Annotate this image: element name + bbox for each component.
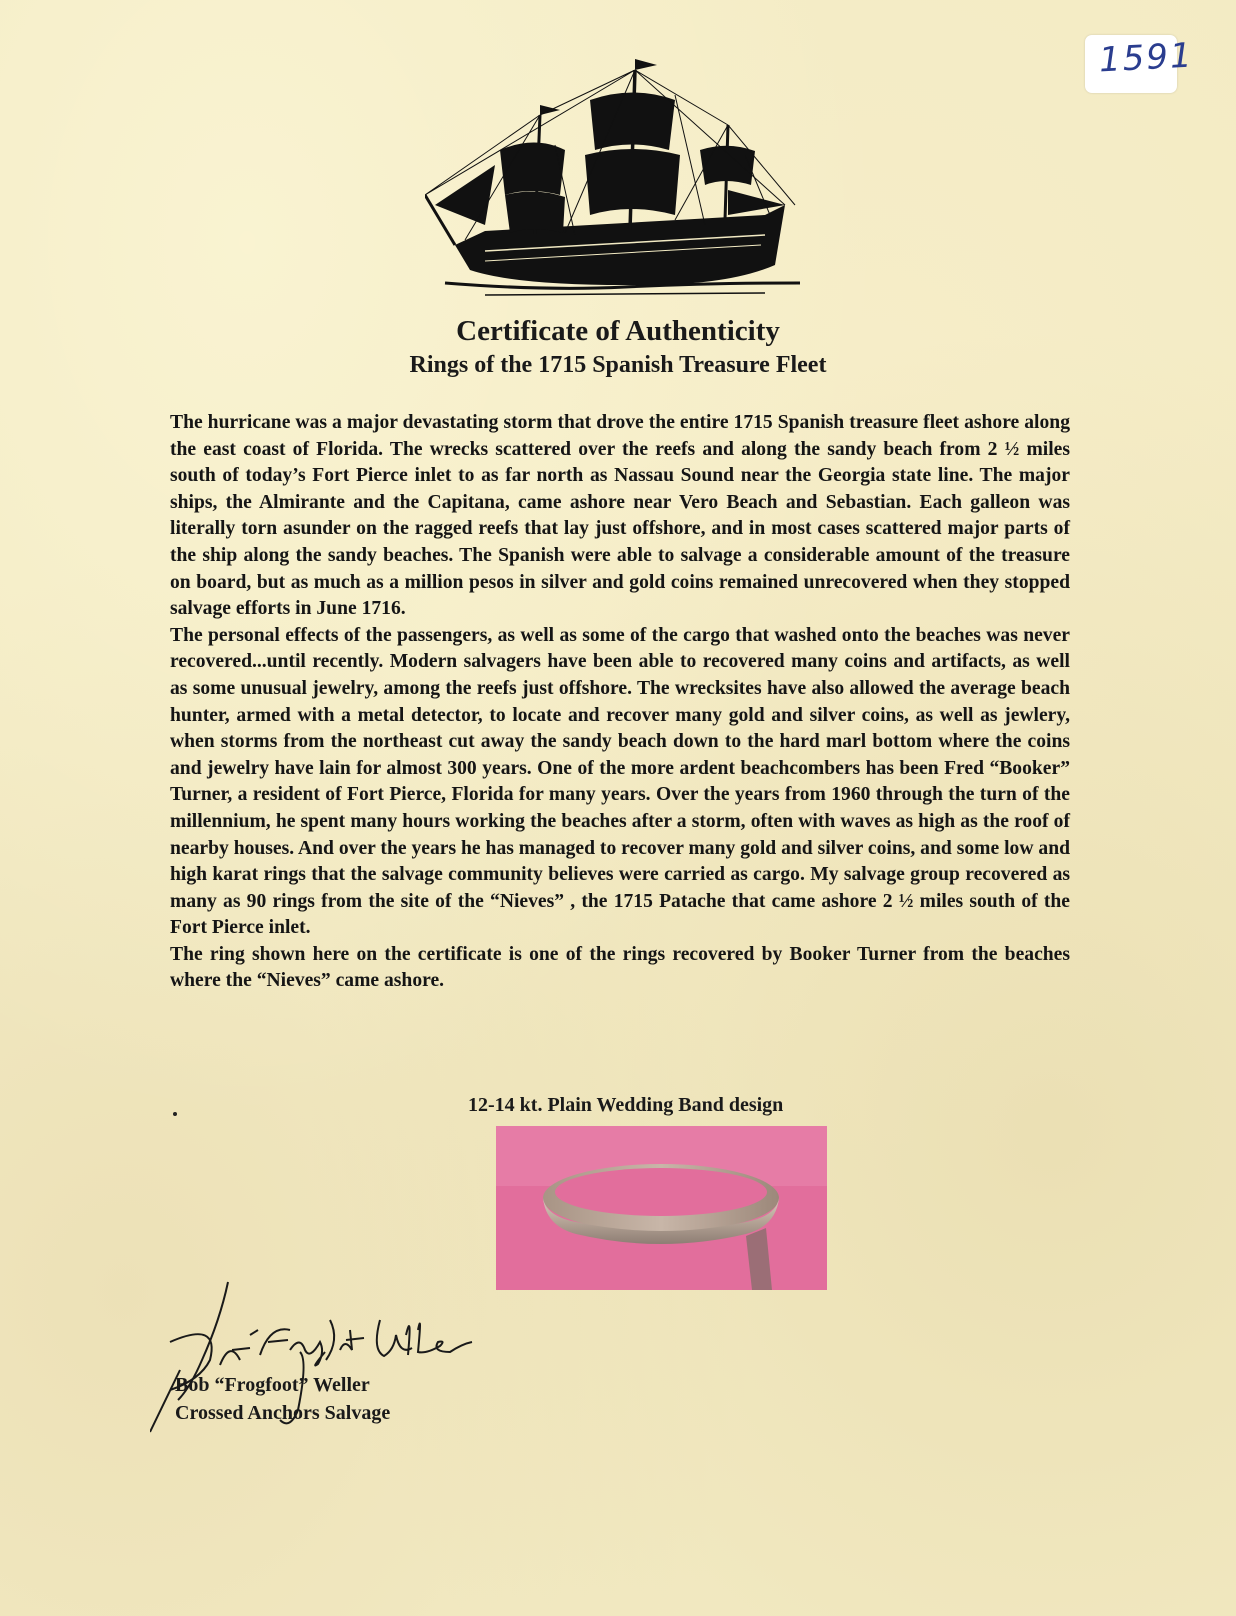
galleon-ship-illustration <box>425 55 820 310</box>
ring-caption: 12-14 kt. Plain Wedding Band design <box>468 1094 784 1116</box>
body-paragraph: The ring shown here on the certificate is one of the rings recovered by Booker Turner from the beaches where the “Nieves” came ashore. <box>170 943 1070 992</box>
signer-name: Bob “Frogfoot” Weller <box>175 1374 370 1396</box>
stray-dot <box>173 1112 177 1116</box>
certificate-subtitle: Rings of the 1715 Spanish Treasure Fleet <box>409 352 827 378</box>
document-number: 1591 <box>1098 35 1195 81</box>
certificate-title: Certificate of Authenticity <box>456 315 780 347</box>
certificate-body <box>170 410 1070 995</box>
signer-company: Crossed Anchors Salvage <box>175 1402 391 1424</box>
body-paragraph: The hurricane was a major devastating storm that drove the entire 1715 Spanish treasure fleet ashore along the east coast of Florida. The wrecks scattered over the reefs and along the sandy beach from 2 ½ miles south of today’s Fort Pierce inlet to as far north as Nassau Sound near the Georgia state line. The major ships, the Almirante and the Capitana, came ashore near Vero Beach and Sebastian. Each galleon was literally torn asunder on the ragged reefs that lay just offshore, and in most cases scattered major parts of the ship along the sandy beaches. The Spanish were able to salvage a considerable amount of the treasure on board, but as much as a million pesos in silver and gold coins remained unrecovered when they stopped salvage efforts in June 1716. <box>170 412 1070 620</box>
document-number-label <box>1085 35 1195 93</box>
body-paragraph: The personal effects of the passengers, as well as some of the cargo that washed onto the beaches was never recovered...until recently. Modern salvagers have been able to recovered many coins and artifacts, as well as some unusual jewelry, among the reefs just offshore. The wrecksites have also allowed the average beach hunter, armed with a metal detector, to locate and recover many gold and silver coins, as well as jewlery, when storms from the northeast cut away the sandy beach down to the hard marl bottom where the coins and jewelry have lain for almost 300 years. One of the more ardent beachcombers has been Fred “Booker” Turner, a resident of Fort Pierce, Florida for many years. Over the years from 1960 through the turn of the millennium, he spent many hours working the beaches after a storm, often with waves as high as the roof of nearby houses. And over the years he has managed to recover many gold and silver coins, and some low and high karat rings that the salvage community believes were carried as cargo. My salvage group recovered as many as 90 rings from the site of the “Nieves” , the 1715 Patache that came ashore 2 ½ miles south of the Fort Pierce inlet. <box>170 624 1070 939</box>
ring-photo <box>496 1126 827 1290</box>
